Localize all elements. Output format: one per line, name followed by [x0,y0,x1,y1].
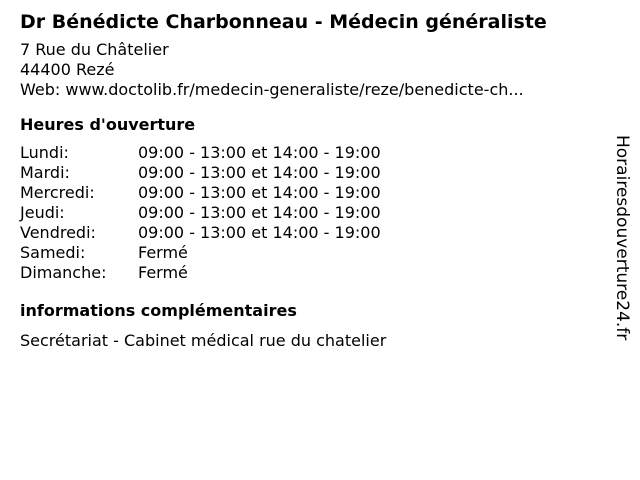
table-row [20,183,381,203]
day-label: Samedi: [20,243,86,262]
address-city: 44400 Rezé [20,60,115,79]
hours-table [20,143,381,283]
day-hours: 09:00 - 13:00 et 14:00 - 19:00 [138,143,381,162]
hours-heading: Heures d'ouverture [20,115,196,134]
table-row [20,243,381,263]
day-hours: 09:00 - 13:00 et 14:00 - 19:00 [138,223,381,242]
table-row [20,163,381,183]
table-row [20,263,381,283]
address-street: 7 Rue du Châtelier [20,40,169,59]
page-title: Dr Bénédicte Charbonneau - Médecin généraliste [20,11,547,33]
business-card [20,10,600,351]
table-row [20,203,381,223]
day-label: Lundi: [20,143,69,162]
day-label: Mardi: [20,163,70,182]
info-heading: informations complémentaires [20,301,297,320]
info-text: Secrétariat - Cabinet médical rue du chatelier [20,331,387,350]
day-label: Vendredi: [20,223,96,242]
table-row [20,143,381,163]
day-hours: 09:00 - 13:00 et 14:00 - 19:00 [138,163,381,182]
day-hours: Fermé [138,263,188,282]
website-link[interactable]: Web: www.doctolib.fr/medecin-generaliste/reze/benedicte-ch... [20,80,524,99]
address-block [20,40,600,100]
day-hours: 09:00 - 13:00 et 14:00 - 19:00 [138,203,381,222]
day-hours: Fermé [138,243,188,262]
day-label: Mercredi: [20,183,95,202]
table-row [20,223,381,243]
day-hours: 09:00 - 13:00 et 14:00 - 19:00 [138,183,381,202]
site-watermark: Horairesdouverture24.fr [612,135,632,341]
day-label: Jeudi: [20,203,65,222]
day-label: Dimanche: [20,263,107,282]
